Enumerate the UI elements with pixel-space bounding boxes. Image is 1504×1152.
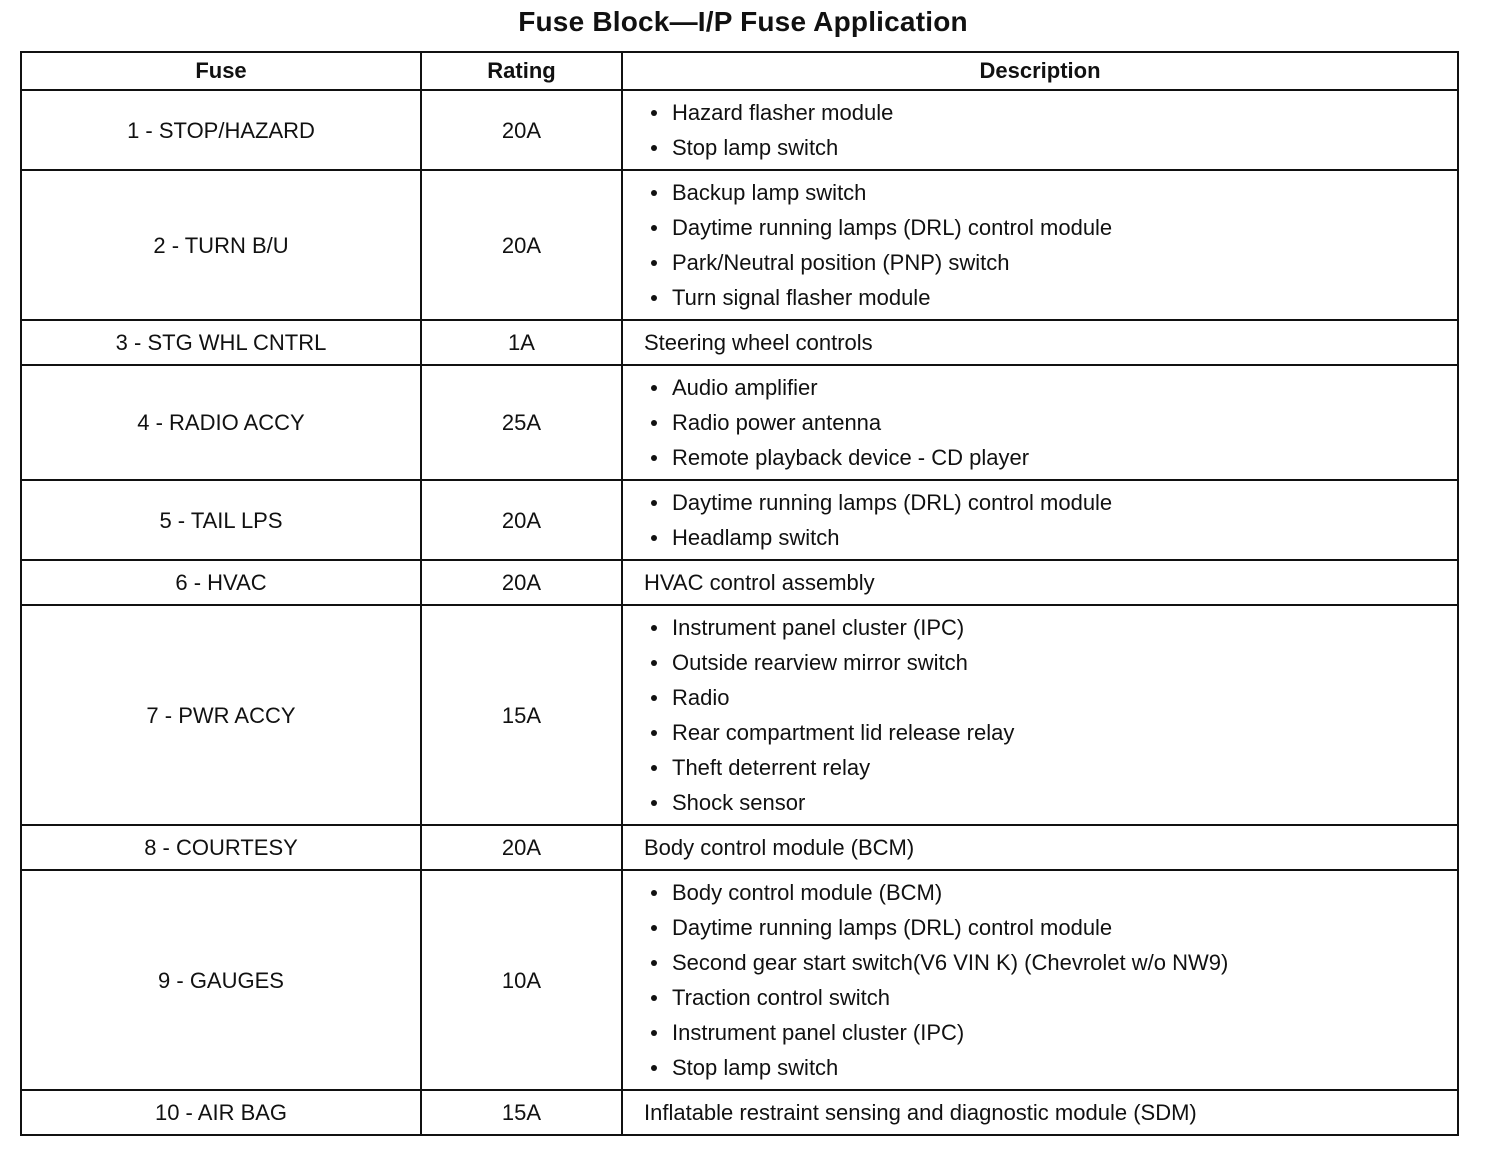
table-row bbox=[21, 90, 1458, 170]
fuse-rating: 20A bbox=[421, 560, 622, 605]
list-item: Turn signal flasher module bbox=[641, 280, 1447, 315]
description-list bbox=[641, 175, 1447, 315]
fuse-rating: 1A bbox=[421, 320, 622, 365]
table-header-row bbox=[21, 52, 1458, 90]
list-item: Body control module (BCM) bbox=[641, 875, 1447, 910]
table-row bbox=[21, 365, 1458, 480]
list-item: Second gear start switch(V6 VIN K) (Chevrolet w/o NW9) bbox=[641, 945, 1447, 980]
fuse-description bbox=[622, 560, 1458, 605]
fuse-name: 9 - GAUGES bbox=[21, 870, 421, 1090]
fuse-description bbox=[622, 825, 1458, 870]
fuse-rating: 15A bbox=[421, 1090, 622, 1135]
fuse-rating: 25A bbox=[421, 365, 622, 480]
fuse-description bbox=[622, 170, 1458, 320]
fuse-rating: 15A bbox=[421, 605, 622, 825]
list-item: Park/Neutral position (PNP) switch bbox=[641, 245, 1447, 280]
list-item: Stop lamp switch bbox=[641, 1050, 1447, 1085]
fuse-description bbox=[622, 320, 1458, 365]
list-item: Hazard flasher module bbox=[641, 95, 1447, 130]
fuse-description bbox=[622, 90, 1458, 170]
description-list bbox=[641, 95, 1447, 165]
table-row bbox=[21, 560, 1458, 605]
list-item: Headlamp switch bbox=[641, 520, 1447, 555]
document-title: Fuse Block—I/P Fuse Application bbox=[518, 6, 968, 37]
fuse-description bbox=[622, 605, 1458, 825]
list-item: Instrument panel cluster (IPC) bbox=[641, 1015, 1447, 1050]
fuse-description bbox=[622, 365, 1458, 480]
description-text: HVAC control assembly bbox=[644, 570, 875, 595]
list-item: Stop lamp switch bbox=[641, 130, 1447, 165]
header-rating: Rating bbox=[421, 52, 622, 90]
fuse-rating: 20A bbox=[421, 170, 622, 320]
fuse-name: 2 - TURN B/U bbox=[21, 170, 421, 320]
fuse-description bbox=[622, 870, 1458, 1090]
list-item: Remote playback device - CD player bbox=[641, 440, 1447, 475]
fuse-name: 6 - HVAC bbox=[21, 560, 421, 605]
fuse-name: 8 - COURTESY bbox=[21, 825, 421, 870]
description-list bbox=[641, 370, 1447, 475]
list-item: Daytime running lamps (DRL) control module bbox=[641, 910, 1447, 945]
list-item: Shock sensor bbox=[641, 785, 1447, 820]
fuse-name: 4 - RADIO ACCY bbox=[21, 365, 421, 480]
header-fuse: Fuse bbox=[21, 52, 421, 90]
fuse-name: 5 - TAIL LPS bbox=[21, 480, 421, 560]
table-row bbox=[21, 170, 1458, 320]
description-text: Inflatable restraint sensing and diagnostic module (SDM) bbox=[644, 1100, 1197, 1125]
description-text: Body control module (BCM) bbox=[644, 835, 915, 860]
list-item: Rear compartment lid release relay bbox=[641, 715, 1447, 750]
description-text: Steering wheel controls bbox=[644, 330, 873, 355]
table-row bbox=[21, 320, 1458, 365]
fuse-name: 7 - PWR ACCY bbox=[21, 605, 421, 825]
header-description: Description bbox=[622, 52, 1458, 90]
description-list bbox=[641, 875, 1447, 1085]
list-item: Backup lamp switch bbox=[641, 175, 1447, 210]
fuse-rating: 10A bbox=[421, 870, 622, 1090]
list-item: Daytime running lamps (DRL) control module bbox=[641, 485, 1447, 520]
list-item: Outside rearview mirror switch bbox=[641, 645, 1447, 680]
list-item: Daytime running lamps (DRL) control module bbox=[641, 210, 1447, 245]
fuse-name: 3 - STG WHL CNTRL bbox=[21, 320, 421, 365]
fuse-application-table bbox=[20, 51, 1459, 1136]
description-list bbox=[641, 610, 1447, 820]
list-item: Instrument panel cluster (IPC) bbox=[641, 610, 1447, 645]
table-row bbox=[21, 870, 1458, 1090]
table-row bbox=[21, 605, 1458, 825]
list-item: Radio bbox=[641, 680, 1447, 715]
fuse-description bbox=[622, 480, 1458, 560]
fuse-rating: 20A bbox=[421, 480, 622, 560]
fuse-name: 1 - STOP/HAZARD bbox=[21, 90, 421, 170]
table-row bbox=[21, 1090, 1458, 1135]
fuse-name: 10 - AIR BAG bbox=[21, 1090, 421, 1135]
list-item: Radio power antenna bbox=[641, 405, 1447, 440]
fuse-rating: 20A bbox=[421, 90, 622, 170]
list-item: Traction control switch bbox=[641, 980, 1447, 1015]
description-list bbox=[641, 485, 1447, 555]
table-row bbox=[21, 825, 1458, 870]
list-item: Audio amplifier bbox=[641, 370, 1447, 405]
fuse-description bbox=[622, 1090, 1458, 1135]
fuse-rating: 20A bbox=[421, 825, 622, 870]
list-item: Theft deterrent relay bbox=[641, 750, 1447, 785]
table-row bbox=[21, 480, 1458, 560]
